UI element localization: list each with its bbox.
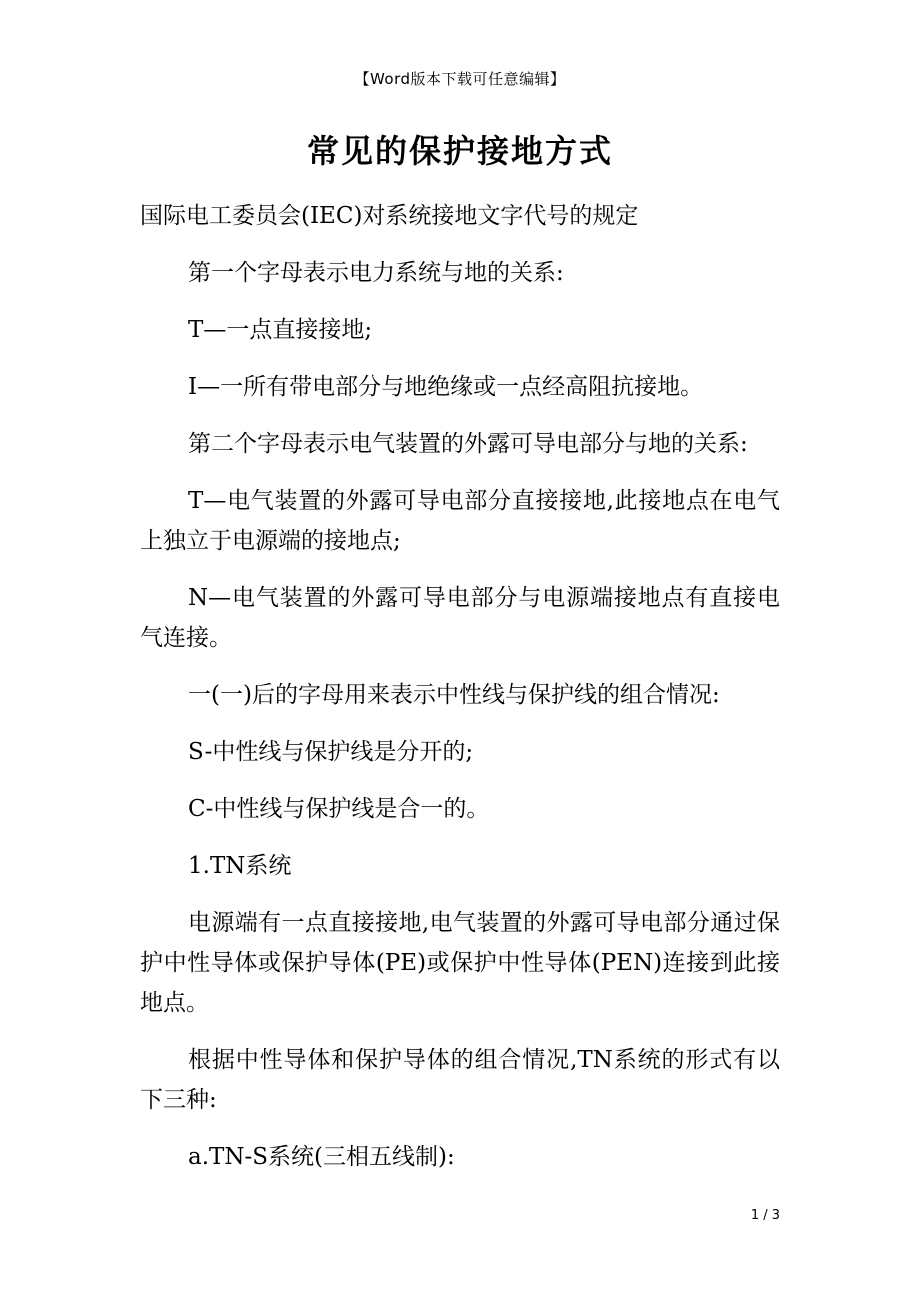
document-title: 常见的保护接地方式 xyxy=(306,132,613,170)
document-body xyxy=(140,196,780,1194)
paragraph-suffix-letter: 一(一)后的字母用来表示中性线与保护线的组合情况: xyxy=(188,682,720,708)
section-heading-tn-system: 1.TN系统 xyxy=(188,853,292,879)
paragraph-c-definition: C-中性线与保护线是合一的。 xyxy=(188,796,490,822)
paragraph-tn-forms: 根据中性导体和保护导体的组合情况,TN系统的形式有以下三种: xyxy=(140,1047,780,1113)
paragraph-t-definition: T—一点直接接地; xyxy=(188,317,373,343)
download-note-header: 【Word版本下载可任意编辑】 xyxy=(354,70,566,88)
paragraph-first-letter: 第一个字母表示电力系统与地的关系: xyxy=(188,260,564,286)
paragraph-t-device-definition: T—电气装置的外露可导电部分直接接地,此接地点在电气上独立于电源端的接地点; xyxy=(140,488,780,554)
paragraph-tn-s-system: a.TN-S系统(三相五线制): xyxy=(188,1144,455,1170)
paragraph-iec-intro: 国际电工委员会(IEC)对系统接地文字代号的规定 xyxy=(140,203,639,229)
paragraph-tn-description: 电源端有一点直接接地,电气装置的外露可导电部分通过保护中性导体或保护导体(PE)或保护中性导体(PEN)连接到此接地点。 xyxy=(140,910,780,1016)
paragraph-i-definition: I—一所有带电部分与地绝缘或一点经高阻抗接地。 xyxy=(188,374,704,400)
paragraph-n-definition: N—电气装置的外露可导电部分与电源端接地点有直接电气连接。 xyxy=(140,585,780,651)
paragraph-s-definition: S-中性线与保护线是分开的; xyxy=(188,739,474,765)
page-number: 1 / 3 xyxy=(750,1208,780,1223)
paragraph-second-letter: 第二个字母表示电气装置的外露可导电部分与地的关系: xyxy=(188,431,748,457)
